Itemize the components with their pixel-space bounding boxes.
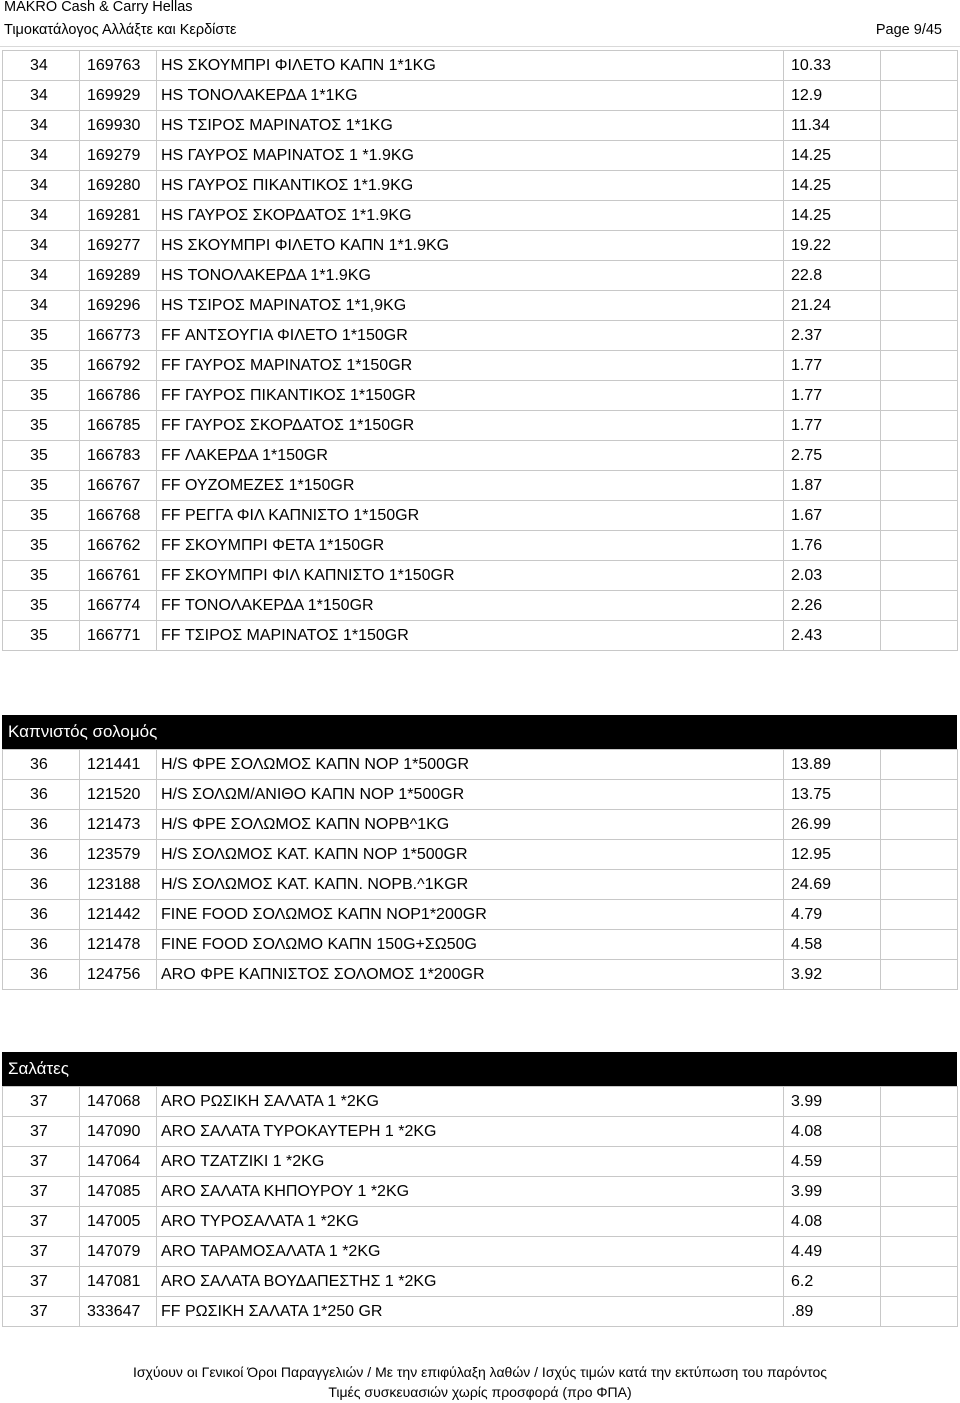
article-code: 333647	[80, 1297, 157, 1327]
header-divider	[0, 46, 960, 47]
blank-cell	[881, 1147, 958, 1177]
price: 21.24	[784, 291, 881, 321]
table-row	[3, 1087, 958, 1117]
table-row	[3, 750, 958, 780]
product-description: ARO ΣΑΛΑΤΑ ΒΟΥΔΑΠΕΣΤΗΣ 1 *2KG	[157, 1267, 784, 1297]
article-code: 166762	[80, 531, 157, 561]
article-code: 147085	[80, 1177, 157, 1207]
blank-cell	[881, 261, 958, 291]
blank-cell	[881, 900, 958, 930]
table-row	[3, 261, 958, 291]
blank-cell	[881, 441, 958, 471]
article-code: 166774	[80, 591, 157, 621]
table-row	[3, 411, 958, 441]
table-row	[3, 201, 958, 231]
category-code: 37	[3, 1267, 80, 1297]
table-row	[3, 1207, 958, 1237]
blank-cell	[881, 411, 958, 441]
price: 4.08	[784, 1207, 881, 1237]
article-code: 121442	[80, 900, 157, 930]
category-code: 35	[3, 561, 80, 591]
product-description: FF ΓΑΥΡΟΣ ΠΙΚΑΝΤΙΚΟΣ 1*150GR	[157, 381, 784, 411]
article-code: 169930	[80, 111, 157, 141]
table-row	[3, 141, 958, 171]
article-code: 147005	[80, 1207, 157, 1237]
product-description: HS ΣΚΟΥΜΠΡΙ ΦΙΛΕΤΟ ΚΑΠΝ 1*1.9KG	[157, 231, 784, 261]
article-code: 166773	[80, 321, 157, 351]
article-code: 169296	[80, 291, 157, 321]
table-row	[3, 1117, 958, 1147]
category-code: 36	[3, 900, 80, 930]
blank-cell	[881, 840, 958, 870]
product-description: HS ΓΑΥΡΟΣ ΜΑΡΙΝΑΤΟΣ 1 *1.9KG	[157, 141, 784, 171]
category-code: 37	[3, 1207, 80, 1237]
blank-cell	[881, 1087, 958, 1117]
product-description: HS ΣΚΟΥΜΠΡΙ ΦΙΛΕΤΟ ΚΑΠΝ 1*1KG	[157, 51, 784, 81]
product-description: HS ΤΣΙΡΟΣ ΜΑΡΙΝΑΤΟΣ 1*1KG	[157, 111, 784, 141]
blank-cell	[881, 201, 958, 231]
price: 14.25	[784, 171, 881, 201]
article-code: 169280	[80, 171, 157, 201]
price: .89	[784, 1297, 881, 1327]
table-row	[3, 171, 958, 201]
table-row	[3, 291, 958, 321]
category-code: 35	[3, 471, 80, 501]
table-row	[3, 1267, 958, 1297]
price: 4.49	[784, 1237, 881, 1267]
product-description: FF ΣΚΟΥΜΠΡΙ ΦΙΛ ΚΑΠΝΙΣΤΟ 1*150GR	[157, 561, 784, 591]
price: 26.99	[784, 810, 881, 840]
price: 4.59	[784, 1147, 881, 1177]
article-code: 147064	[80, 1147, 157, 1177]
price: 14.25	[784, 201, 881, 231]
table-row	[3, 81, 958, 111]
blank-cell	[881, 930, 958, 960]
blank-cell	[881, 291, 958, 321]
article-code: 166767	[80, 471, 157, 501]
product-description: H/S ΣΟΛΩΜΟΣ ΚΑΤ. ΚΑΠΝ ΝΟΡ 1*500GR	[157, 840, 784, 870]
category-code: 37	[3, 1237, 80, 1267]
table-row	[3, 561, 958, 591]
table-row	[3, 51, 958, 81]
category-code: 35	[3, 501, 80, 531]
product-description: FF ΡΩΣΙΚΗ ΣΑΛΑΤΑ 1*250 GR	[157, 1297, 784, 1327]
table-row	[3, 381, 958, 411]
article-code: 121478	[80, 930, 157, 960]
product-description: ARO ΤΖΑΤΖΙΚΙ 1 *2KG	[157, 1147, 784, 1177]
table-row	[3, 930, 958, 960]
product-description: FF ΑΝΤΣΟΥΓΙΑ ΦΙΛΕΤΟ 1*150GR	[157, 321, 784, 351]
product-description: FF ΣΚΟΥΜΠΡΙ ΦΕΤΑ 1*150GR	[157, 531, 784, 561]
blank-cell	[881, 561, 958, 591]
product-description: ARO ΤΥΡΟΣΑΛΑΤΑ 1 *2KG	[157, 1207, 784, 1237]
table-row	[3, 840, 958, 870]
price: 24.69	[784, 870, 881, 900]
article-code: 147090	[80, 1117, 157, 1147]
category-code: 34	[3, 51, 80, 81]
blank-cell	[881, 501, 958, 531]
product-description: FF ΡΕΓΓΑ ΦΙΛ ΚΑΠΝΙΣΤΟ 1*150GR	[157, 501, 784, 531]
product-description: ARO ΣΑΛΑΤΑ ΚΗΠΟΥΡΟΥ 1 *2KG	[157, 1177, 784, 1207]
category-code: 34	[3, 291, 80, 321]
table-row	[3, 900, 958, 930]
price: 10.33	[784, 51, 881, 81]
blank-cell	[881, 51, 958, 81]
category-code: 36	[3, 930, 80, 960]
article-code: 166792	[80, 351, 157, 381]
category-code: 34	[3, 141, 80, 171]
table-row	[3, 1297, 958, 1327]
product-description: HS ΓΑΥΡΟΣ ΣΚΟΡΔΑΤΟΣ 1*1.9KG	[157, 201, 784, 231]
page-number: Page 9/45	[875, 22, 942, 38]
blank-cell	[881, 750, 958, 780]
blank-cell	[881, 471, 958, 501]
article-code: 147081	[80, 1267, 157, 1297]
article-code: 123579	[80, 840, 157, 870]
table-row	[3, 1147, 958, 1177]
category-code: 34	[3, 261, 80, 291]
table-row	[3, 531, 958, 561]
product-description: HS ΓΑΥΡΟΣ ΠΙΚΑΝΤΙΚΟΣ 1*1.9KG	[157, 171, 784, 201]
price: 12.95	[784, 840, 881, 870]
blank-cell	[881, 870, 958, 900]
article-code: 166785	[80, 411, 157, 441]
blank-cell	[881, 1117, 958, 1147]
price: 2.26	[784, 591, 881, 621]
category-code: 35	[3, 381, 80, 411]
product-description: FINE FOOD ΣΟΛΩΜΟ ΚΑΠΝ 150G+ΣΩ50G	[157, 930, 784, 960]
price: 1.77	[784, 381, 881, 411]
product-description: HS ΤΣΙΡΟΣ ΜΑΡΙΝΑΤΟΣ 1*1,9KG	[157, 291, 784, 321]
article-code: 147079	[80, 1237, 157, 1267]
category-code: 34	[3, 171, 80, 201]
price-table-salads	[2, 1086, 958, 1327]
table-row	[3, 441, 958, 471]
table-row	[3, 1237, 958, 1267]
price: 13.89	[784, 750, 881, 780]
article-code: 166771	[80, 621, 157, 651]
category-code: 36	[3, 870, 80, 900]
price: 13.75	[784, 780, 881, 810]
blank-cell	[881, 1267, 958, 1297]
product-description: HS ΤΟΝΟΛΑΚΕΡΔΑ 1*1.9KG	[157, 261, 784, 291]
table-row	[3, 810, 958, 840]
table-row	[3, 870, 958, 900]
price: 3.99	[784, 1087, 881, 1117]
category-code: 35	[3, 441, 80, 471]
blank-cell	[881, 1297, 958, 1327]
product-description: FF ΓΑΥΡΟΣ ΣΚΟΡΔΑΤΟΣ 1*150GR	[157, 411, 784, 441]
article-code: 169289	[80, 261, 157, 291]
blank-cell	[881, 81, 958, 111]
table-row	[3, 231, 958, 261]
blank-cell	[881, 780, 958, 810]
product-description: HS ΤΟΝΟΛΑΚΕΡΔΑ 1*1KG	[157, 81, 784, 111]
table-row	[3, 960, 958, 990]
blank-cell	[881, 1177, 958, 1207]
article-code: 169929	[80, 81, 157, 111]
price: 2.03	[784, 561, 881, 591]
product-description: FF ΓΑΥΡΟΣ ΜΑΡΙΝΑΤΟΣ 1*150GR	[157, 351, 784, 381]
category-code: 35	[3, 591, 80, 621]
footer-note: Τιμές συσκευασιών χωρίς προσφορά (προ ΦΠΑ)	[328, 1384, 632, 1400]
price: 1.67	[784, 501, 881, 531]
article-code: 124756	[80, 960, 157, 990]
product-description: FF ΤΟΝΟΛΑΚΕΡΔΑ 1*150GR	[157, 591, 784, 621]
product-description: FF ΟΥΖΟΜΕΖΕΣ 1*150GR	[157, 471, 784, 501]
price: 22.8	[784, 261, 881, 291]
table-row	[3, 780, 958, 810]
article-code: 147068	[80, 1087, 157, 1117]
category-code: 36	[3, 750, 80, 780]
price: 2.37	[784, 321, 881, 351]
blank-cell	[881, 621, 958, 651]
price: 14.25	[784, 141, 881, 171]
category-code: 34	[3, 201, 80, 231]
table-row	[3, 351, 958, 381]
category-code: 34	[3, 231, 80, 261]
article-code: 166786	[80, 381, 157, 411]
price-table-smoked-salmon	[2, 749, 958, 990]
blank-cell	[881, 531, 958, 561]
table-row	[3, 471, 958, 501]
article-code: 169279	[80, 141, 157, 171]
price: 4.58	[784, 930, 881, 960]
table-row	[3, 591, 958, 621]
article-code: 166768	[80, 501, 157, 531]
price: 2.75	[784, 441, 881, 471]
blank-cell	[881, 381, 958, 411]
price: 11.34	[784, 111, 881, 141]
article-code: 169281	[80, 201, 157, 231]
table-row	[3, 321, 958, 351]
category-code: 37	[3, 1087, 80, 1117]
price-table-1	[2, 50, 958, 651]
price: 4.08	[784, 1117, 881, 1147]
product-description: ARO ΤΑΡΑΜΟΣΑΛΑΤΑ 1 *2KG	[157, 1237, 784, 1267]
table-row	[3, 111, 958, 141]
article-code: 121520	[80, 780, 157, 810]
price: 1.77	[784, 351, 881, 381]
table-row	[3, 1177, 958, 1207]
blank-cell	[881, 111, 958, 141]
price: 1.76	[784, 531, 881, 561]
product-description: H/S ΦΡΕ ΣΟΛΩΜΟΣ ΚΑΠΝ ΝΟΡΒ^1KG	[157, 810, 784, 840]
blank-cell	[881, 1237, 958, 1267]
category-code: 36	[3, 960, 80, 990]
category-code: 35	[3, 351, 80, 381]
product-description: FINE FOOD ΣΟΛΩΜΟΣ ΚΑΠΝ ΝΟΡ1*200GR	[157, 900, 784, 930]
price: 1.77	[784, 411, 881, 441]
product-description: H/S ΦΡΕ ΣΟΛΩΜΟΣ ΚΑΠΝ ΝΟΡ 1*500GR	[157, 750, 784, 780]
category-code: 34	[3, 111, 80, 141]
category-code: 35	[3, 531, 80, 561]
category-code: 36	[3, 810, 80, 840]
blank-cell	[881, 591, 958, 621]
price: 2.43	[784, 621, 881, 651]
price: 12.9	[784, 81, 881, 111]
blank-cell	[881, 321, 958, 351]
table-row	[3, 501, 958, 531]
price: 3.99	[784, 1177, 881, 1207]
header-title: MAKRO Cash & Carry Hellas	[4, 0, 193, 15]
category-code: 37	[3, 1297, 80, 1327]
article-code: 123188	[80, 870, 157, 900]
product-description: H/S ΣΟΛΩΜ/ΑΝΙΘΟ ΚΑΠΝ ΝΟΡ 1*500GR	[157, 780, 784, 810]
blank-cell	[881, 1207, 958, 1237]
category-code: 35	[3, 321, 80, 351]
category-code: 36	[3, 780, 80, 810]
price: 4.79	[784, 900, 881, 930]
category-code: 34	[3, 81, 80, 111]
section-heading-smoked-salmon: Καπνιστός σολομός	[2, 715, 957, 749]
product-description: ARO ΡΩΣΙΚΗ ΣΑΛΑΤΑ 1 *2KG	[157, 1087, 784, 1117]
product-description: FF ΤΣΙΡΟΣ ΜΑΡΙΝΑΤΟΣ 1*150GR	[157, 621, 784, 651]
article-code: 166783	[80, 441, 157, 471]
category-code: 37	[3, 1117, 80, 1147]
price: 19.22	[784, 231, 881, 261]
category-code: 35	[3, 621, 80, 651]
section-heading-salads: Σαλάτες	[2, 1052, 957, 1086]
article-code: 169277	[80, 231, 157, 261]
price: 1.87	[784, 471, 881, 501]
price: 3.92	[784, 960, 881, 990]
product-description: ARO ΣΑΛΑΤΑ ΤΥΡΟΚΑΥΤΕΡΗ 1 *2KG	[157, 1117, 784, 1147]
product-description: H/S ΣΟΛΩΜΟΣ ΚΑΤ. ΚΑΠΝ. ΝΟΡΒ.^1KGR	[157, 870, 784, 900]
category-code: 36	[3, 840, 80, 870]
blank-cell	[881, 141, 958, 171]
article-code: 121441	[80, 750, 157, 780]
blank-cell	[881, 171, 958, 201]
header-subtitle: Τιμοκατάλογος Αλλάξτε και Κερδίστε	[4, 22, 237, 38]
product-description: ARO ΦΡΕ ΚΑΠΝΙΣΤΟΣ ΣΟΛΟΜΟΣ 1*200GR	[157, 960, 784, 990]
category-code: 37	[3, 1147, 80, 1177]
article-code: 169763	[80, 51, 157, 81]
category-code: 37	[3, 1177, 80, 1207]
blank-cell	[881, 960, 958, 990]
blank-cell	[881, 231, 958, 261]
blank-cell	[881, 351, 958, 381]
blank-cell	[881, 810, 958, 840]
article-code: 121473	[80, 810, 157, 840]
table-row	[3, 621, 958, 651]
price: 6.2	[784, 1267, 881, 1297]
product-description: FF ΛΑΚΕΡΔΑ 1*150GR	[157, 441, 784, 471]
category-code: 35	[3, 411, 80, 441]
footer-terms: Ισχύουν οι Γενικοί Όροι Παραγγελιών / Με την επιφύλαξη λαθών / Ισχύς τιμών κατά την εκτύπωση του παρόντος	[132, 1364, 828, 1380]
article-code: 166761	[80, 561, 157, 591]
